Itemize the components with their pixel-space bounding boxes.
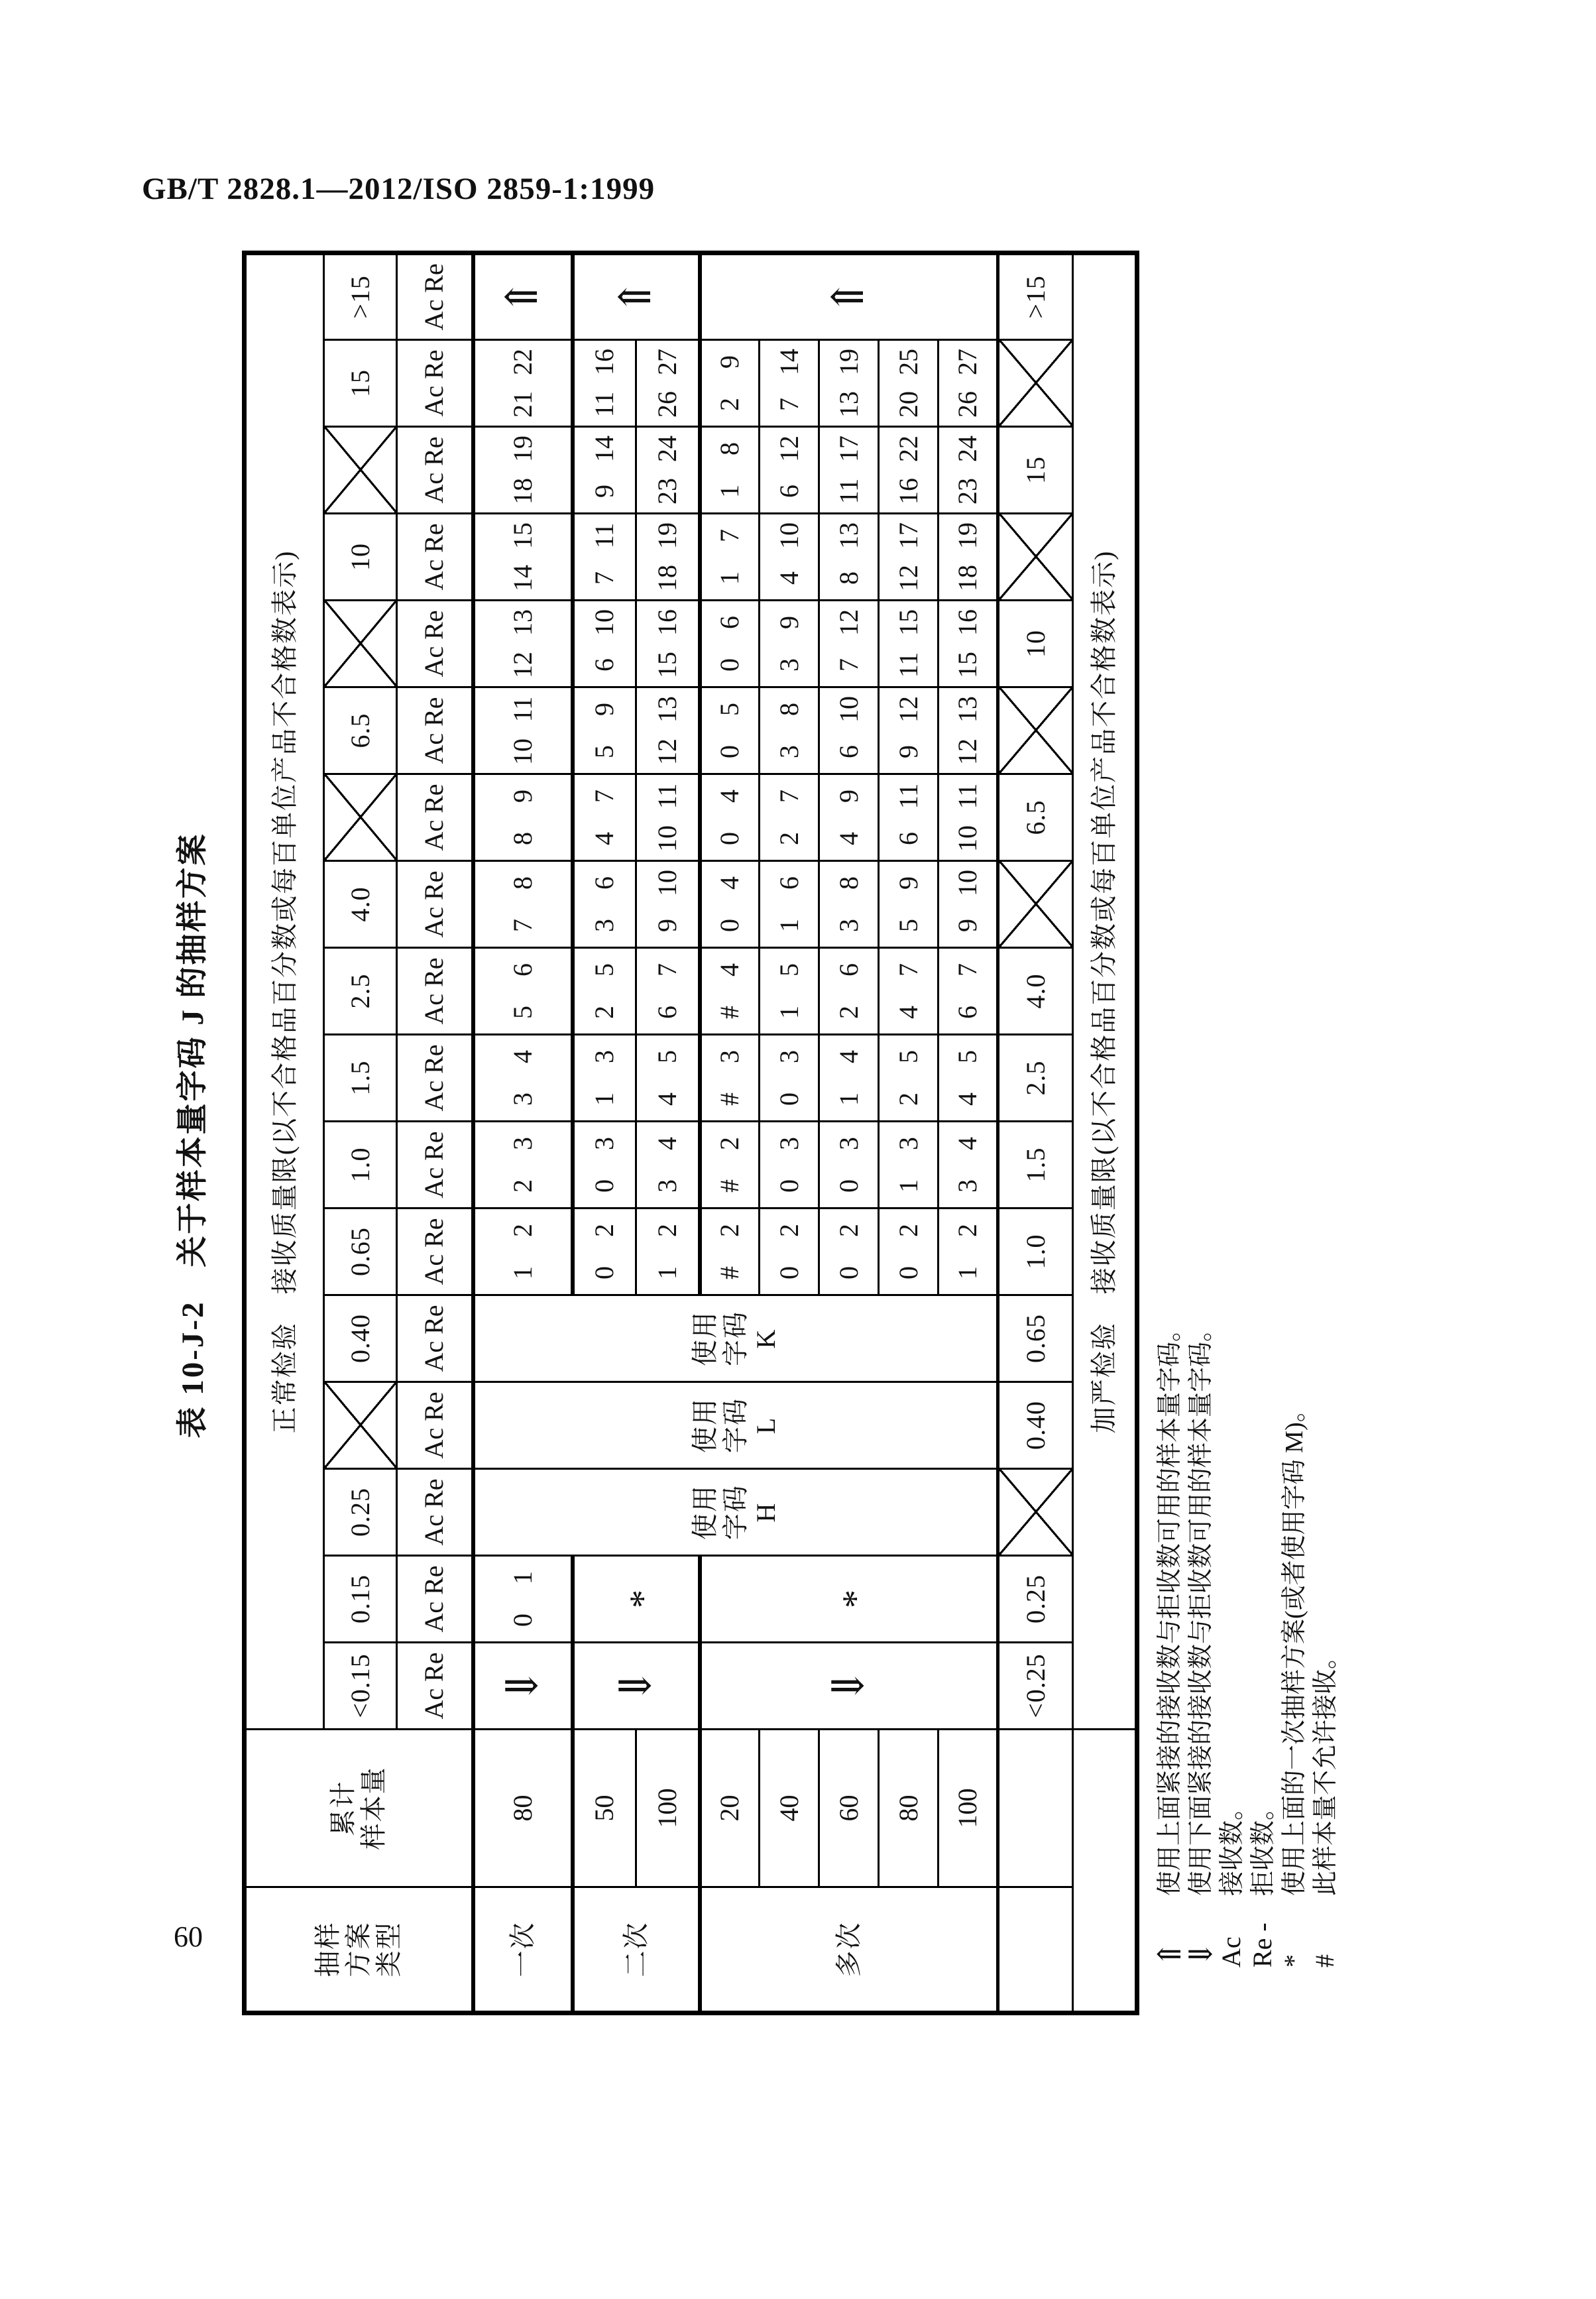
tightened-aql-cell: 4.0 xyxy=(998,948,1073,1035)
normal-aql-cell: <0.15 xyxy=(324,1643,397,1730)
ac-symbol: Ac xyxy=(1216,1936,1246,1968)
empty-corner-cell xyxy=(998,1730,1073,1887)
ac-re-data-cell: 6 11 xyxy=(879,774,939,861)
ac-re-data-cell: 10 11 xyxy=(939,774,998,861)
tightened-aql-cell: <0.25 xyxy=(998,1643,1073,1730)
ac-re-data-cell: 6 10 xyxy=(573,601,636,687)
ac-re-data-cell: 18 19 xyxy=(636,514,700,601)
footnote-text: 此样本量不允许接收。 xyxy=(1312,1643,1340,1896)
asterisk-marker: * xyxy=(622,1590,663,1608)
footnote-text: 接收数。 xyxy=(1218,1795,1246,1896)
ac-re-data-cell: 4 5 xyxy=(636,1035,700,1122)
ac-re-data-cell: 4 9 xyxy=(819,774,879,861)
ac-re-data-cell: 10 11 xyxy=(636,774,700,861)
ac-re-data-cell: 23 24 xyxy=(939,427,998,514)
ac-re-data-cell: 2 7 xyxy=(760,774,819,861)
ac-re-data-cell: # 2 xyxy=(700,1122,760,1208)
double-up-arrow-icon: ⇑ xyxy=(824,278,873,316)
ac-re-data-cell: 0 3 xyxy=(819,1122,879,1208)
ac-re-data-cell: 1 2 xyxy=(939,1208,998,1295)
ac-re-data-cell: 9 14 xyxy=(573,427,636,514)
tightened-aql-cell: >15 xyxy=(998,253,1073,339)
normal-aql-cell: 6.5 xyxy=(324,687,397,774)
asterisk-symbol: * xyxy=(1279,1954,1308,1968)
plan-type-cell: 多次 xyxy=(700,1887,998,2013)
use-code-letter-cell: 使用 字码 L xyxy=(473,1382,998,1469)
footnote-line xyxy=(1180,310,1219,1968)
arrow-cell xyxy=(700,1643,998,1730)
ac-re-data-cell: 20 25 xyxy=(879,340,939,427)
standard-number-header: GB/T 2828.1—2012/ISO 2859-1:1999 xyxy=(142,172,656,206)
ac-re-data-cell: 3 8 xyxy=(819,861,879,948)
ac-re-data-cell: 7 12 xyxy=(819,601,879,687)
ac-re-data-cell: 3 8 xyxy=(760,687,819,774)
tightened-aql-cell: 1.5 xyxy=(998,1122,1073,1208)
ac-re-data-cell: 6 10 xyxy=(819,687,879,774)
ac-re-data-cell: 1 7 xyxy=(700,514,760,601)
plan-type-column-header: 抽样 方案 类型 xyxy=(245,1887,473,2013)
table-title: 表 10-J-2 关于样本量字码 J 的抽样方案 xyxy=(176,832,210,1439)
cum-sample-cell: 50 xyxy=(573,1730,636,1887)
ac-re-label-cell: Ac Re xyxy=(397,601,473,687)
ac-re-data-cell: 0 4 xyxy=(700,774,760,861)
normal-aql-cell: 2.5 xyxy=(324,948,397,1035)
ac-re-data-cell: 1 4 xyxy=(819,1035,879,1122)
ac-re-data-cell: 21 22 xyxy=(473,340,573,427)
ac-re-data-cell: 2 5 xyxy=(573,948,636,1035)
normal-aql-cell: >15 xyxy=(324,253,397,339)
ac-re-data-cell: 8 13 xyxy=(819,514,879,601)
ac-re-data-cell: 9 10 xyxy=(939,861,998,948)
normal-aql-cell: 0.15 xyxy=(324,1556,397,1643)
ac-re-data-cell: 5 6 xyxy=(473,948,573,1035)
ac-re-data-cell: 11 17 xyxy=(819,427,879,514)
normal-aql-cell: 0.25 xyxy=(324,1469,397,1556)
ac-re-data-cell: 10 11 xyxy=(473,687,573,774)
hash-symbol: # xyxy=(1310,1954,1340,1968)
footnote-legend xyxy=(1149,310,1340,1968)
footnote-line xyxy=(1149,310,1188,1968)
ac-re-label-cell: Ac Re xyxy=(397,948,473,1035)
cum-sample-cell: 100 xyxy=(939,1730,998,1887)
ac-re-data-cell: 9 10 xyxy=(636,861,700,948)
ac-re-data-cell: 6 12 xyxy=(760,427,819,514)
ac-re-data-cell: 0 2 xyxy=(819,1208,879,1295)
ac-re-data-cell: 2 5 xyxy=(879,1035,939,1122)
ac-re-label-cell: Ac Re xyxy=(397,253,473,339)
double-up-arrow-icon: ⇑ xyxy=(498,278,547,316)
ac-re-data-cell: 1 6 xyxy=(760,861,819,948)
cum-sample-cell: 80 xyxy=(879,1730,939,1887)
ac-re-data-cell: 12 13 xyxy=(636,687,700,774)
ac-re-data-cell: 0 6 xyxy=(700,601,760,687)
ac-re-data-cell: 5 9 xyxy=(879,861,939,948)
ac-re-data-cell: 7 8 xyxy=(473,861,573,948)
ac-re-data-cell: 2 9 xyxy=(700,340,760,427)
cum-sample-cell: 80 xyxy=(473,1730,573,1887)
ac-re-data-cell: 12 17 xyxy=(879,514,939,601)
normal-aql-cell: 4.0 xyxy=(324,861,397,948)
ac-re-label-cell: Ac Re xyxy=(397,427,473,514)
ac-re-data-cell: 3 6 xyxy=(573,861,636,948)
ac-re-data-cell: # 3 xyxy=(700,1035,760,1122)
ac-re-data-cell: # 4 xyxy=(700,948,760,1035)
ac-re-data-cell: 3 4 xyxy=(939,1122,998,1208)
tightened-aql-cell: 10 xyxy=(998,601,1073,687)
ac-re-data-cell: 18 19 xyxy=(473,427,573,514)
ac-re-label-cell: Ac Re xyxy=(397,1208,473,1295)
ac-re-label-cell: Ac Re xyxy=(397,1469,473,1556)
ac-re-data-cell: 1 2 xyxy=(636,1208,700,1295)
normal-aql-cell: 1.5 xyxy=(324,1035,397,1122)
ac-re-data-cell: 0 3 xyxy=(760,1035,819,1122)
ac-re-data-cell: 8 9 xyxy=(473,774,573,861)
rotated-table-canvas xyxy=(162,255,1352,2015)
footnote-line xyxy=(1273,310,1308,1968)
ac-re-data-cell: 3 9 xyxy=(760,601,819,687)
crossed-out-cell xyxy=(998,861,1073,948)
ac-re-data-cell: 7 11 xyxy=(573,514,636,601)
tightened-aql-cell: 0.65 xyxy=(998,1295,1073,1382)
ac-re-data-cell: 0 3 xyxy=(573,1122,636,1208)
ac-re-data-cell: 5 9 xyxy=(573,687,636,774)
ac-re-data-cell: 13 19 xyxy=(819,340,879,427)
page-number: 60 xyxy=(174,1920,203,1953)
ac-re-label-cell: Ac Re xyxy=(397,774,473,861)
use-code-letter-cell: 使用 字码 K xyxy=(473,1295,998,1382)
crossed-out-cell xyxy=(998,1469,1073,1556)
ac-re-label-cell: Ac Re xyxy=(397,1556,473,1643)
ac-re-data-cell: 6 7 xyxy=(939,948,998,1035)
ac-re-label-cell: Ac Re xyxy=(397,340,473,427)
ac-re-data-cell: 2 3 xyxy=(473,1122,573,1208)
sampling-plan-table xyxy=(242,255,1139,2015)
crossed-out-cell xyxy=(998,340,1073,427)
ac-re-label-cell: Ac Re xyxy=(397,1122,473,1208)
double-down-arrow-icon: ⇓ xyxy=(498,1667,547,1704)
ac-re-data-cell: 1 2 xyxy=(473,1208,573,1295)
re-symbol: Re - xyxy=(1247,1922,1277,1968)
ac-re-label-cell: Ac Re xyxy=(397,861,473,948)
double-down-arrow-icon: ⇓ xyxy=(824,1667,873,1704)
cum-sample-cell: 40 xyxy=(760,1730,819,1887)
ac-re-data-cell: 4 7 xyxy=(573,774,636,861)
ac-re-data-cell: # 2 xyxy=(700,1208,760,1295)
double-down-arrow-icon: ⇓ xyxy=(611,1667,660,1704)
normal-aql-cell: 0.40 xyxy=(324,1295,397,1382)
double-up-arrow-icon: ⇑ xyxy=(611,278,660,316)
cum-sample-cell: 60 xyxy=(819,1730,879,1887)
arrow-cell xyxy=(573,253,700,339)
ac-re-data-cell: 18 19 xyxy=(939,514,998,601)
ac-re-data-cell: 0 2 xyxy=(760,1208,819,1295)
asterisk-cell xyxy=(700,1556,998,1643)
normal-aql-cell: 1.0 xyxy=(324,1122,397,1208)
ac-re-data-cell: 0 1 xyxy=(473,1556,573,1643)
cum-sample-column-header: 累计 样本量 xyxy=(245,1730,473,1887)
crossed-out-cell xyxy=(998,687,1073,774)
ac-re-data-cell: 11 15 xyxy=(879,601,939,687)
tightened-aql-cell: 6.5 xyxy=(998,774,1073,861)
normal-aql-cell: 10 xyxy=(324,514,397,601)
ac-re-label-cell: Ac Re xyxy=(397,1382,473,1469)
tightened-inspection-header: 加严检验 接收质量限(以不合格品百分数或每百单位产品不合格数表示) xyxy=(1073,253,1137,1729)
cum-sample-cell: 20 xyxy=(700,1730,760,1887)
crossed-out-cell xyxy=(324,774,397,861)
empty-corner-cell xyxy=(998,1887,1073,2013)
ac-re-data-cell: 16 22 xyxy=(879,427,939,514)
ac-re-data-cell: 0 4 xyxy=(700,861,760,948)
ac-re-data-cell: 14 15 xyxy=(473,514,573,601)
arrow-cell xyxy=(573,1643,700,1730)
ac-re-data-cell: 4 5 xyxy=(939,1035,998,1122)
plan-type-cell: 一次 xyxy=(473,1887,573,2013)
ac-re-data-cell: 0 3 xyxy=(760,1122,819,1208)
double-down-arrow-icon: ⇓ xyxy=(1184,1940,1219,1968)
asterisk-marker: * xyxy=(834,1590,876,1608)
footnote-line xyxy=(1304,310,1340,1968)
ac-re-data-cell: 7 14 xyxy=(760,340,819,427)
ac-re-data-cell: 26 27 xyxy=(636,340,700,427)
code-letter-j-table xyxy=(242,251,1139,2015)
ac-re-label-cell: Ac Re xyxy=(397,1035,473,1122)
asterisk-cell xyxy=(573,1556,700,1643)
footnote-line xyxy=(1211,310,1246,1968)
normal-aql-cell: 0.65 xyxy=(324,1208,397,1295)
ac-re-data-cell: 4 10 xyxy=(760,514,819,601)
ac-re-data-cell: 4 7 xyxy=(879,948,939,1035)
ac-re-data-cell: 0 2 xyxy=(879,1208,939,1295)
arrow-cell xyxy=(473,253,573,339)
ac-re-data-cell: 23 24 xyxy=(636,427,700,514)
ac-re-data-cell: 12 13 xyxy=(473,601,573,687)
crossed-out-cell xyxy=(324,601,397,687)
cum-sample-cell: 100 xyxy=(636,1730,700,1887)
ac-re-label-cell: Ac Re xyxy=(397,1643,473,1730)
ac-re-label-cell: Ac Re xyxy=(397,687,473,774)
ac-re-data-cell: 26 27 xyxy=(939,340,998,427)
footnote-text: 使用上面的一次抽样方案(或者使用字码 M)。 xyxy=(1281,1397,1308,1896)
tightened-aql-cell: 2.5 xyxy=(998,1035,1073,1122)
normal-aql-cell: 15 xyxy=(324,340,397,427)
tightened-aql-cell: 15 xyxy=(998,427,1073,514)
crossed-out-cell xyxy=(324,427,397,514)
normal-inspection-header: 正常检验 接收质量限(以不合格品百分数或每百单位产品不合格数表示) xyxy=(245,253,324,1729)
footnote-text: 使用下面紧接的接收数与拒收数可用的样本量字码。 xyxy=(1187,1316,1215,1896)
ac-re-label-cell: Ac Re xyxy=(397,514,473,601)
ac-re-data-cell: 0 5 xyxy=(700,687,760,774)
empty-corner-cell xyxy=(1073,1730,1137,2013)
arrow-cell xyxy=(700,253,998,339)
ac-re-data-cell: 1 3 xyxy=(879,1122,939,1208)
footnote-text: 使用上面紧接的接收数与拒收数可用的样本量字码。 xyxy=(1156,1316,1184,1896)
crossed-out-cell xyxy=(998,514,1073,601)
ac-re-data-cell: 11 16 xyxy=(573,340,636,427)
footnote-text: 拒收数。 xyxy=(1249,1795,1277,1896)
ac-re-data-cell: 1 5 xyxy=(760,948,819,1035)
ac-re-data-cell: 0 2 xyxy=(573,1208,636,1295)
ac-re-label-cell: Ac Re xyxy=(397,1295,473,1382)
tightened-aql-cell: 0.40 xyxy=(998,1382,1073,1469)
ac-re-data-cell: 2 6 xyxy=(819,948,879,1035)
arrow-cell xyxy=(473,1643,573,1730)
ac-re-data-cell: 15 16 xyxy=(636,601,700,687)
use-code-letter-cell: 使用 字码 H xyxy=(473,1469,998,1556)
ac-re-data-cell: 1 3 xyxy=(573,1035,636,1122)
ac-re-data-cell: 3 4 xyxy=(473,1035,573,1122)
tightened-aql-cell: 0.25 xyxy=(998,1556,1073,1643)
ac-re-data-cell: 9 12 xyxy=(879,687,939,774)
ac-re-data-cell: 6 7 xyxy=(636,948,700,1035)
ac-re-data-cell: 15 16 xyxy=(939,601,998,687)
ac-re-data-cell: 3 4 xyxy=(636,1122,700,1208)
tightened-aql-cell: 1.0 xyxy=(998,1208,1073,1295)
double-up-arrow-icon: ⇑ xyxy=(1153,1940,1188,1968)
footnote-line xyxy=(1242,310,1277,1968)
plan-type-cell: 二次 xyxy=(573,1887,700,2013)
ac-re-data-cell: 12 13 xyxy=(939,687,998,774)
crossed-out-cell xyxy=(324,1382,397,1469)
ac-re-data-cell: 1 8 xyxy=(700,427,760,514)
